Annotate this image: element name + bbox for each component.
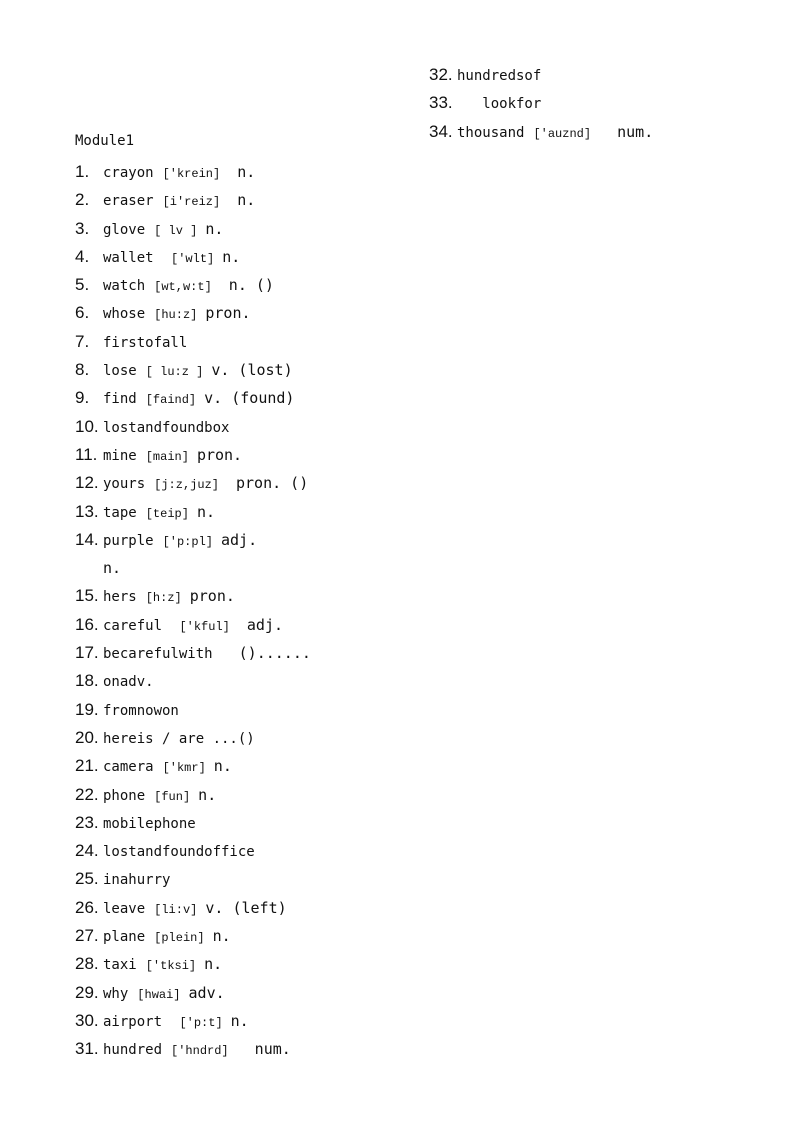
entry-phonetic: [fun]: [154, 789, 191, 804]
vocab-entry: [75, 639, 311, 667]
entry-word: onadv.: [103, 674, 154, 691]
entry-word: taxi: [103, 957, 137, 974]
entry-word: hundredsof: [457, 68, 542, 84]
vocab-entry: [75, 950, 311, 978]
entry-number: 22.: [75, 784, 99, 804]
entry-word: firstofall: [103, 334, 188, 351]
entry-part-of-speech: n.: [198, 785, 217, 804]
entry-word: whose: [103, 306, 146, 323]
vocab-entry: [75, 526, 311, 554]
entry-phonetic: ['p:pl]: [162, 534, 213, 549]
vocab-entry: [75, 413, 311, 441]
vocab-entry: [75, 299, 311, 327]
entry-number: 11.: [75, 444, 98, 464]
vocab-entry: [429, 89, 653, 117]
entry-number: 31.: [75, 1039, 99, 1059]
entry-word: mobilephone: [103, 815, 196, 832]
entry-phonetic: [hwai]: [137, 987, 181, 1002]
entry-phonetic: [hu:z]: [154, 308, 198, 323]
entry-number: 29.: [75, 982, 99, 1002]
entry-number: 13.: [75, 501, 99, 521]
entry-phonetic: ['krein]: [162, 167, 221, 181]
vocab-entry: [75, 752, 311, 780]
entry-phonetic: ['tksi]: [145, 959, 197, 974]
entry-word: hereis / are ...(): [103, 730, 255, 747]
entry-number: 18.: [75, 671, 99, 691]
entry-number: 26.: [75, 897, 99, 917]
entry-part-of-speech: n.: [228, 163, 256, 181]
entry-number: 7.: [75, 331, 90, 351]
entry-number: 25.: [75, 869, 99, 889]
vocab-entry: [75, 781, 311, 809]
entry-phonetic: [teip]: [145, 506, 189, 521]
entry-number: 27.: [75, 926, 99, 946]
entry-phonetic: [wt,w:t]: [154, 280, 212, 295]
entry-part-of-speech: n. (): [219, 276, 274, 295]
vocab-entry: [75, 837, 311, 865]
vocab-entry: [75, 667, 311, 695]
entry-number: 20.: [75, 727, 99, 747]
vocab-entry: [75, 356, 311, 384]
entry-part-of-speech: pron.: [196, 445, 243, 464]
entry-number: 15.: [75, 586, 99, 606]
entry-phonetic: [ lu:z ]: [145, 365, 204, 380]
entry-number: 9.: [75, 388, 90, 408]
entry-word: camera: [103, 759, 154, 776]
vocab-entry: [429, 61, 653, 89]
entry-part-of-speech: adj.: [237, 615, 284, 634]
entry-phonetic: ['auznd]: [533, 126, 592, 141]
entry-phonetic: ['hndrd]: [171, 1044, 229, 1059]
vocab-entry: [75, 158, 311, 186]
entry-number: 19.: [75, 699, 99, 719]
entry-word: tape: [103, 504, 137, 521]
vocab-entry: [75, 865, 311, 893]
vocab-entry: [75, 611, 311, 639]
entry-number: 17.: [75, 643, 99, 663]
entry-number: 32.: [429, 65, 453, 84]
entry-word: becarefulwith: [103, 646, 213, 663]
vocab-entry: [429, 118, 653, 146]
entry-part-of-speech: v. (lost): [211, 361, 293, 380]
entry-word: why: [103, 985, 129, 1002]
entry-part-of-speech: adv.: [188, 983, 225, 1002]
entry-number: 8.: [75, 360, 90, 380]
vocab-entry: [75, 328, 311, 356]
vocab-entry: [75, 922, 311, 950]
entry-word: lose: [103, 363, 137, 380]
vocab-entry: [75, 441, 311, 469]
entry-number: 14.: [75, 529, 99, 549]
vocab-entry: [75, 186, 311, 214]
entry-word: hers: [103, 589, 137, 606]
vocab-entry: [75, 243, 311, 271]
vocab-entry: [75, 215, 311, 243]
entry-number: 23.: [75, 812, 99, 832]
entry-word: purple: [103, 532, 154, 549]
vocab-entry: [75, 696, 311, 724]
entry-part-of-speech: num.: [236, 1040, 291, 1059]
entry-continuation: n.: [103, 559, 122, 578]
entry-part-of-speech: ()......: [220, 644, 311, 663]
entry-word: plane: [103, 929, 146, 946]
entry-number: 10.: [75, 416, 99, 436]
entry-number: 34.: [429, 121, 453, 141]
entry-number: 5.: [75, 275, 90, 295]
entry-number: 16.: [75, 614, 99, 634]
entry-part-of-speech: pron.: [189, 587, 235, 606]
vocab-entry: [75, 724, 311, 752]
entry-word: find: [103, 391, 137, 408]
entry-number: 12.: [75, 473, 99, 493]
entry-word: glove: [103, 221, 146, 238]
entry-word: phone: [103, 787, 146, 804]
entry-phonetic: [ lv ]: [154, 223, 198, 238]
entry-word: lookfor: [457, 96, 542, 113]
vocab-entry: [75, 271, 311, 299]
entry-word: wallet: [103, 249, 163, 266]
vocab-entry: [75, 1007, 311, 1035]
entry-word: hundred: [103, 1042, 163, 1059]
module-title: Module1: [75, 133, 135, 149]
vocab-entry: [75, 582, 311, 610]
entry-number: 2.: [75, 190, 90, 210]
vocab-entry: [75, 809, 311, 837]
entry-word: lostandfoundoffice: [103, 844, 255, 861]
entry-phonetic: ['p:t]: [179, 1015, 223, 1030]
entry-word: thousand: [457, 124, 525, 141]
entry-phonetic: [li:v]: [154, 902, 198, 917]
entry-number: 30.: [75, 1010, 99, 1030]
entry-number: 21.: [75, 756, 99, 776]
entry-phonetic: [main]: [145, 449, 189, 464]
entry-word: crayon: [103, 165, 154, 181]
entry-part-of-speech: pron.: [205, 304, 251, 323]
vocab-entry: [75, 979, 311, 1007]
entry-part-of-speech: n.: [222, 247, 241, 266]
entry-phonetic: [j:z,juz]: [154, 478, 219, 493]
vocab-entry: [75, 384, 311, 412]
entry-part-of-speech: n.: [228, 191, 256, 210]
vocab-entry: [75, 1035, 311, 1063]
entry-part-of-speech: adj.: [221, 530, 258, 549]
entry-phonetic: ['kmr]: [162, 761, 206, 776]
entry-number: 28.: [75, 954, 99, 974]
entry-word: leave: [103, 900, 146, 917]
entry-number: 4.: [75, 246, 90, 266]
right-column: [429, 61, 653, 146]
entry-part-of-speech: n.: [213, 757, 232, 776]
entry-word: fromnowon: [103, 702, 179, 719]
entry-number: 24.: [75, 841, 99, 861]
entry-phonetic: ['kful]: [179, 619, 230, 634]
entry-phonetic: [faind]: [145, 393, 197, 408]
entry-word: careful: [103, 617, 171, 634]
entry-part-of-speech: n.: [204, 955, 223, 974]
vocab-entry: [75, 894, 311, 922]
entry-word: inahurry: [103, 872, 171, 889]
entry-phonetic: [h:z]: [145, 591, 182, 606]
entry-number: 3.: [75, 218, 90, 238]
vocab-entry: [75, 469, 311, 497]
entry-word: eraser: [103, 193, 154, 210]
entry-part-of-speech: v. (left): [205, 898, 287, 917]
entry-part-of-speech: n.: [196, 502, 215, 521]
entry-part-of-speech: v. (found): [204, 389, 295, 408]
entry-word: airport: [103, 1013, 171, 1030]
vocab-entry: [75, 498, 311, 526]
entry-word: lostandfoundbox: [103, 419, 230, 436]
entry-part-of-speech: n.: [230, 1011, 249, 1030]
entry-phonetic: [i'reiz]: [162, 195, 221, 210]
entry-phonetic: ['wlt]: [171, 251, 215, 266]
entry-word: watch: [103, 278, 146, 295]
entry-part-of-speech: n.: [212, 927, 231, 946]
entry-part-of-speech: num.: [599, 122, 654, 141]
entry-number: 1.: [75, 162, 90, 181]
left-column: [75, 130, 311, 1064]
entry-number: 33.: [429, 93, 453, 113]
entry-phonetic: [plein]: [154, 931, 205, 946]
entry-word: mine: [103, 447, 137, 464]
entry-number: 6.: [75, 303, 90, 323]
entry-part-of-speech: pron. (): [226, 474, 309, 493]
entry-word: yours: [103, 476, 146, 493]
entry-part-of-speech: n.: [205, 219, 224, 238]
